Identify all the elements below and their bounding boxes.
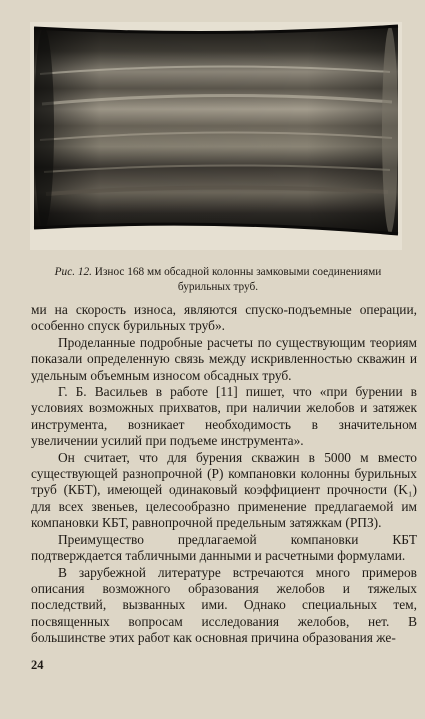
paragraph: ми на скорость износа, являются спуско-подъемные операции, особенно спуск бурильных труб». <box>31 302 417 334</box>
figure-label: Рис. 12. <box>54 266 92 278</box>
paragraph: Г. Б. Васильев в работе [11] пишет, что «при бурении в условиях возможных прихватов, при наличии желобов и затяжек инструмента, возникает необходимость в значительном увеличении усилий при подъеме инструмента». <box>31 384 417 449</box>
figure-caption <box>32 265 404 295</box>
worn-casing-photo <box>30 22 402 250</box>
paragraph: В зарубежной литературе встречаются много примеров описания возможного образования желобов и тяжелых последствий, вызванных ими. Однако специальных тем, посвященных вопросам исследования желобов, нет. В большинстве этих работ как основная причина образования же- <box>31 564 417 646</box>
body-text <box>31 302 417 647</box>
paragraph: Проделанные подробные расчеты по существующим теориям показали определенную связь между искривленностью скважин и удельным объемным износом обсадных труб. <box>31 334 417 383</box>
figure-caption-text: Износ 168 мм обсадной колонны замковыми соединениями бурильных труб. <box>91 266 382 293</box>
paragraph: Преимущество предлагаемой компановки КБТ подтверждается табличными данными и расчетными формулами. <box>31 531 417 564</box>
page-number: 24 <box>31 658 44 672</box>
paragraph: Он считает, что для бурения скважин в 5000 м вместо существующей разнопрочной (Р) компановки колонны бурильных труб (КБТ), имеющей одинаковый коэффициент прочности (K₁) для всех звеньев, целесообразно применение предлагаемой им компановки КБТ, равнопрочной предельным затяжкам (РПЗ). <box>31 449 417 531</box>
